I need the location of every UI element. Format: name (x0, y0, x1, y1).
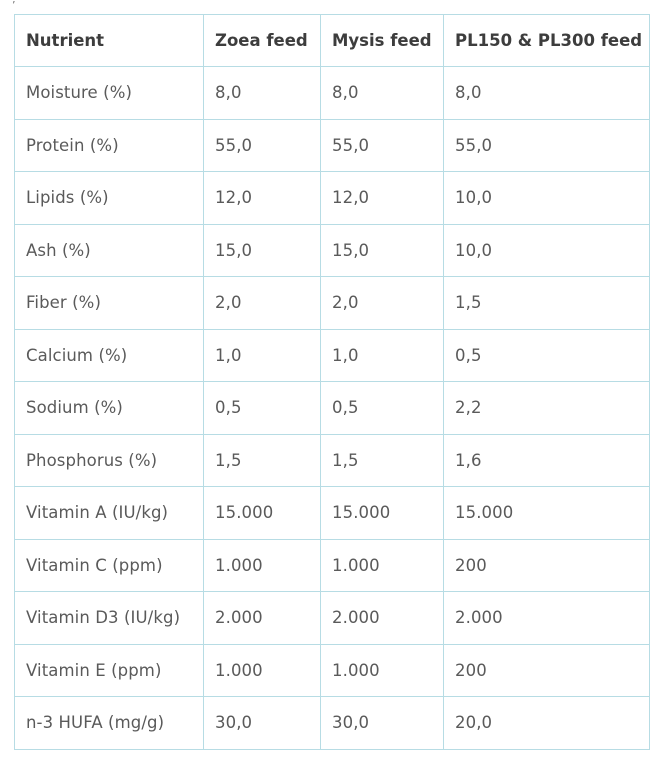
pl-value-cell: 200 (444, 539, 650, 592)
pl-value-cell: 1,5 (444, 277, 650, 330)
pl-value-cell: 0,5 (444, 329, 650, 382)
zoea-value-cell: 30,0 (204, 697, 321, 750)
nutrient-name-cell: Ash (%) (15, 224, 204, 277)
table-row (15, 382, 650, 435)
nutrient-name-cell: Lipids (%) (15, 172, 204, 225)
table-row (15, 172, 650, 225)
nutrient-name-cell: Fiber (%) (15, 277, 204, 330)
nutrient-table (14, 14, 650, 750)
nutrient-name-cell: Phosphorus (%) (15, 434, 204, 487)
header-pl-feed: PL150 & PL300 feed (444, 15, 650, 67)
zoea-value-cell: 1,0 (204, 329, 321, 382)
pl-value-cell: 20,0 (444, 697, 650, 750)
zoea-value-cell: 0,5 (204, 382, 321, 435)
mysis-value-cell: 1.000 (321, 644, 444, 697)
nutrient-name-cell: Protein (%) (15, 119, 204, 172)
zoea-value-cell: 2,0 (204, 277, 321, 330)
zoea-value-cell: 55,0 (204, 119, 321, 172)
mysis-value-cell: 2,0 (321, 277, 444, 330)
header-nutrient: Nutrient (15, 15, 204, 67)
pl-value-cell: 10,0 (444, 172, 650, 225)
table-row (15, 487, 650, 540)
zoea-value-cell: 1,5 (204, 434, 321, 487)
header-zoea-feed: Zoea feed (204, 15, 321, 67)
table-row (15, 539, 650, 592)
zoea-value-cell: 15,0 (204, 224, 321, 277)
nutrient-name-cell: Moisture (%) (15, 67, 204, 120)
zoea-value-cell: 12,0 (204, 172, 321, 225)
header-mysis-feed: Mysis feed (321, 15, 444, 67)
table-row (15, 277, 650, 330)
mysis-value-cell: 1.000 (321, 539, 444, 592)
nutrient-name-cell: Vitamin C (ppm) (15, 539, 204, 592)
mysis-value-cell: 8,0 (321, 67, 444, 120)
table-row (15, 434, 650, 487)
mysis-value-cell: 55,0 (321, 119, 444, 172)
table-row (15, 224, 650, 277)
mysis-value-cell: 30,0 (321, 697, 444, 750)
pl-value-cell: 15.000 (444, 487, 650, 540)
stray-apostrophe: ’ (12, 0, 16, 12)
mysis-value-cell: 2.000 (321, 592, 444, 645)
pl-value-cell: 2,2 (444, 382, 650, 435)
mysis-value-cell: 15,0 (321, 224, 444, 277)
table-row (15, 67, 650, 120)
mysis-value-cell: 12,0 (321, 172, 444, 225)
zoea-value-cell: 2.000 (204, 592, 321, 645)
mysis-value-cell: 1,5 (321, 434, 444, 487)
mysis-value-cell: 0,5 (321, 382, 444, 435)
mysis-value-cell: 1,0 (321, 329, 444, 382)
table-row (15, 592, 650, 645)
table-body (15, 67, 650, 750)
zoea-value-cell: 15.000 (204, 487, 321, 540)
pl-value-cell: 2.000 (444, 592, 650, 645)
pl-value-cell: 1,6 (444, 434, 650, 487)
table-row (15, 329, 650, 382)
nutrient-name-cell: Vitamin E (ppm) (15, 644, 204, 697)
pl-value-cell: 10,0 (444, 224, 650, 277)
table-row (15, 119, 650, 172)
pl-value-cell: 55,0 (444, 119, 650, 172)
nutrient-name-cell: Vitamin A (IU/kg) (15, 487, 204, 540)
nutrient-name-cell: Vitamin D3 (IU/kg) (15, 592, 204, 645)
zoea-value-cell: 1.000 (204, 644, 321, 697)
nutrient-name-cell: Calcium (%) (15, 329, 204, 382)
table-header (15, 15, 650, 67)
mysis-value-cell: 15.000 (321, 487, 444, 540)
zoea-value-cell: 8,0 (204, 67, 321, 120)
nutrient-name-cell: Sodium (%) (15, 382, 204, 435)
header-row (15, 15, 650, 67)
pl-value-cell: 8,0 (444, 67, 650, 120)
pl-value-cell: 200 (444, 644, 650, 697)
table-row (15, 697, 650, 750)
table-row (15, 644, 650, 697)
nutrient-name-cell: n-3 HUFA (mg/g) (15, 697, 204, 750)
zoea-value-cell: 1.000 (204, 539, 321, 592)
